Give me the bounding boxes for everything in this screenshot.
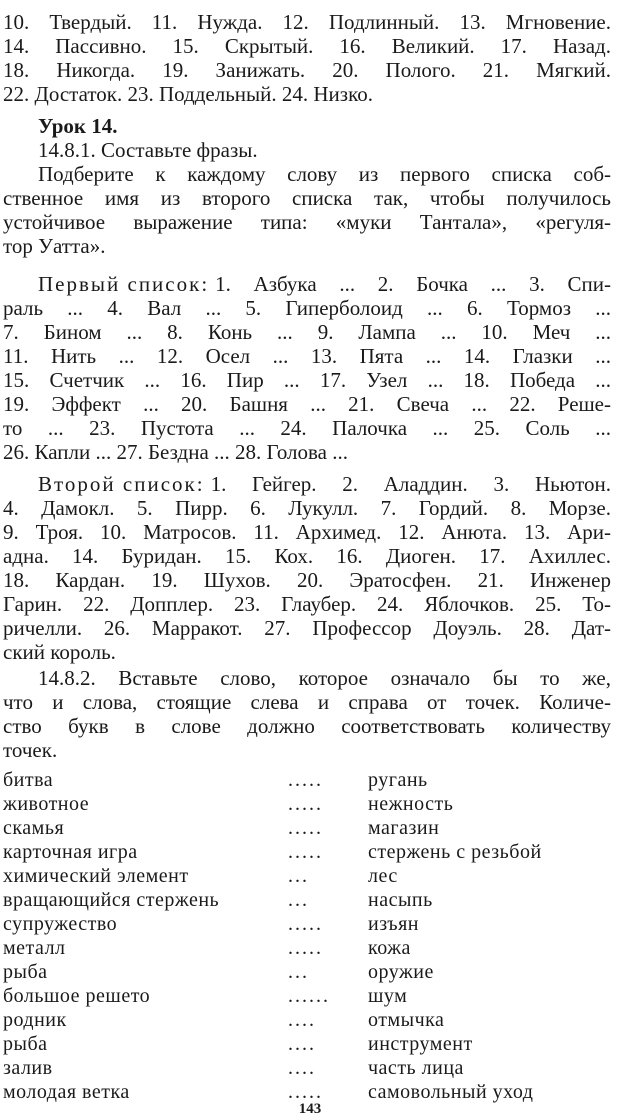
first-list-line: раль ... 4. Вал ... 5. Гиперболоид ... 6. Тормоз ... bbox=[3, 296, 611, 320]
first-list-line: 11. Нить ... 12. Осел ... 13. Пята ... 14. Глазки ... bbox=[3, 344, 611, 368]
right-word: самовольный уход bbox=[368, 1081, 534, 1103]
right-word: кожа bbox=[368, 937, 411, 959]
second-list-line: 18. Кардан. 19. Шухов. 20. Эратосфен. 21. Инженер bbox=[3, 568, 611, 592]
instruction-line: ство букв в слове должно соответствовать количеству bbox=[3, 714, 611, 738]
blank-dots: ..... bbox=[288, 913, 323, 935]
second-list-label: Второй список: bbox=[38, 472, 205, 496]
right-word: инструмент bbox=[368, 1033, 473, 1055]
answer-line: 18. Никогда. 19. Занижать. 20. Полого. 21. Мягкий. bbox=[3, 58, 611, 82]
right-word: ругань bbox=[368, 769, 428, 791]
blank-dots: ..... bbox=[288, 841, 323, 863]
exercise-heading: 14.8.1. Составьте фразы. bbox=[38, 138, 258, 162]
puzzle-row bbox=[3, 936, 611, 960]
blank-dots: .... bbox=[288, 1057, 316, 1079]
blank-dots: ... bbox=[288, 889, 309, 911]
second-list-line: ричелли. 26. Марракот. 27. Профессор Доуэль. 28. Дат- bbox=[3, 616, 611, 640]
second-list-line bbox=[38, 472, 611, 496]
puzzle-row bbox=[3, 888, 611, 912]
blank-dots: ...... bbox=[288, 985, 330, 1007]
blank-dots: ..... bbox=[288, 817, 323, 839]
right-word: изъян bbox=[368, 913, 420, 935]
blank-dots: .... bbox=[288, 1033, 316, 1055]
right-word: часть лица bbox=[368, 1057, 464, 1079]
puzzle-row bbox=[3, 1032, 611, 1056]
second-list-line: Гарин. 22. Допплер. 23. Глаубер. 24. Яблочков. 25. То- bbox=[3, 592, 611, 616]
instruction-line: точек. bbox=[3, 738, 58, 762]
first-list-line: 19. Эффект ... 20. Башня ... 21. Свеча ... 22. Реше- bbox=[3, 392, 611, 416]
second-list-items: 1. Гейгер. 2. Аладдин. 3. Ньютон. bbox=[210, 472, 611, 496]
second-list-line: 4. Дамокл. 5. Пирр. 6. Лукулл. 7. Гордий. 8. Морзе. bbox=[3, 496, 611, 520]
blank-dots: ... bbox=[288, 865, 309, 887]
first-list-line: 15. Счетчик ... 16. Пир ... 17. Узел ... 18. Победа ... bbox=[3, 368, 611, 392]
right-word: насыпь bbox=[368, 889, 433, 911]
right-word: лес bbox=[368, 865, 398, 887]
puzzle-row bbox=[3, 912, 611, 936]
left-word: химический элемент bbox=[3, 865, 189, 887]
left-word: родник bbox=[3, 1009, 67, 1031]
page-number: 143 bbox=[298, 1101, 322, 1117]
left-word: металл bbox=[3, 937, 66, 959]
puzzle-row bbox=[3, 816, 611, 840]
first-list-line: то ... 23. Пустота ... 24. Палочка ... 25. Соль ... bbox=[3, 416, 611, 440]
puzzle-row bbox=[3, 768, 611, 792]
right-word: отмычка bbox=[368, 1009, 445, 1031]
second-list-line: ский король. bbox=[3, 640, 116, 664]
left-word: скамья bbox=[3, 817, 65, 839]
left-word: залив bbox=[3, 1057, 53, 1079]
blank-dots: ..... bbox=[288, 769, 323, 791]
instruction-line: ственное имя из второго списка так, чтобы получилось bbox=[3, 186, 611, 210]
left-word: супружество bbox=[3, 913, 118, 935]
left-word: битва bbox=[3, 769, 54, 791]
puzzle-row bbox=[3, 1056, 611, 1080]
instruction-line: что и слова, стоящие слева и справа от точек. Количе- bbox=[3, 690, 611, 714]
instruction-line: 14.8.2. Вставьте слово, которое означало бы то же, bbox=[38, 666, 611, 690]
answer-line: 10. Твердый. 11. Нужда. 12. Подлинный. 13. Мгновение. bbox=[3, 10, 611, 34]
first-list-line: 26. Капли ... 27. Бездна ... 28. Голова ... bbox=[3, 440, 348, 464]
first-list-items: 1. Азбука ... 2. Бочка ... 3. Спи- bbox=[215, 272, 611, 296]
puzzle-row bbox=[3, 792, 611, 816]
puzzle-row bbox=[3, 1008, 611, 1032]
blank-dots: ..... bbox=[288, 937, 323, 959]
instruction-line: тор Уатта». bbox=[3, 234, 106, 258]
left-word: молодая ветка bbox=[3, 1081, 130, 1103]
first-list-line: 7. Бином ... 8. Конь ... 9. Лампа ... 10. Меч ... bbox=[3, 320, 611, 344]
left-word: животное bbox=[3, 793, 90, 815]
first-list-line bbox=[38, 272, 611, 296]
instruction-line: устойчивое выражение типа: «муки Тантала», «регуля- bbox=[3, 210, 611, 234]
blank-dots: ..... bbox=[288, 1081, 323, 1103]
book-page bbox=[0, 6, 620, 1120]
puzzle-row bbox=[3, 840, 611, 864]
puzzle-row bbox=[3, 864, 611, 888]
second-list-line: адна. 14. Буридан. 15. Кох. 16. Диоген. 17. Ахиллес. bbox=[3, 544, 611, 568]
first-list-label: Первый список: bbox=[38, 272, 210, 296]
left-word: вращающийся стержень bbox=[3, 889, 220, 911]
instruction-line: Подберите к каждому слову из первого списка соб- bbox=[38, 162, 611, 186]
left-word: рыба bbox=[3, 961, 48, 983]
blank-dots: ..... bbox=[288, 793, 323, 815]
left-word: большое решето bbox=[3, 985, 151, 1007]
answer-line: 22. Достаток. 23. Поддельный. 24. Низко. bbox=[3, 82, 373, 106]
puzzle-row bbox=[3, 960, 611, 984]
left-word: карточная игра bbox=[3, 841, 138, 863]
blank-dots: ... bbox=[288, 961, 309, 983]
answer-line: 14. Пассивно. 15. Скрытый. 16. Великий. 17. Назад. bbox=[3, 34, 611, 58]
lesson-title: Урок 14. bbox=[38, 114, 118, 138]
right-word: магазин bbox=[368, 817, 440, 839]
blank-dots: .... bbox=[288, 1009, 316, 1031]
right-word: оружие bbox=[368, 961, 434, 983]
right-word: шум bbox=[368, 985, 408, 1007]
left-word: рыба bbox=[3, 1033, 48, 1055]
second-list-line: 9. Троя. 10. Матросов. 11. Архимед. 12. Анюта. 13. Ари- bbox=[3, 520, 611, 544]
right-word: нежность bbox=[368, 793, 454, 815]
puzzle-row bbox=[3, 984, 611, 1008]
right-word: стержень с резьбой bbox=[368, 841, 542, 863]
